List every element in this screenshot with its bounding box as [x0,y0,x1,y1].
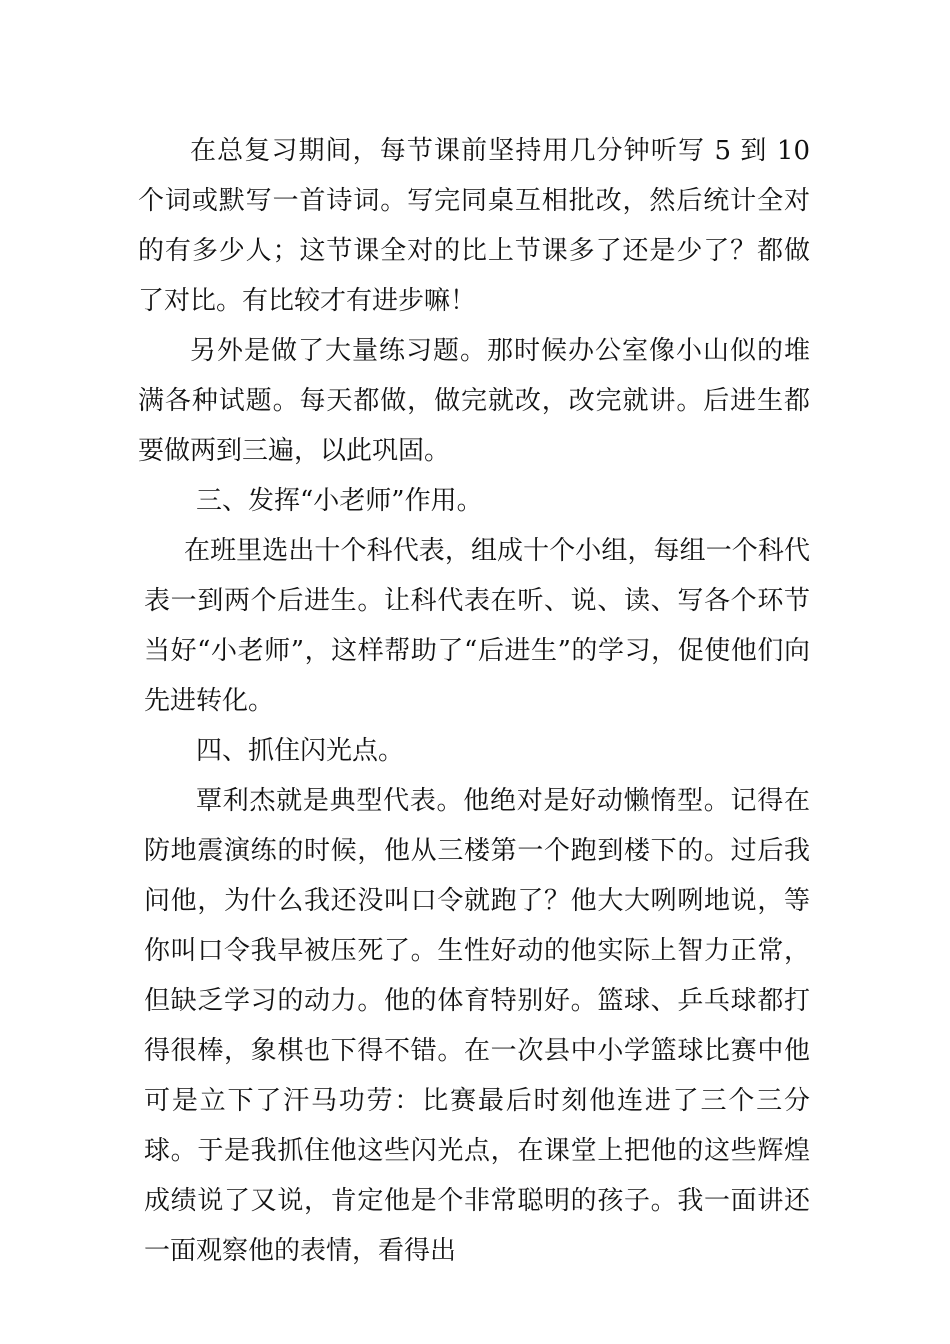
paragraph-practice-exercises: 另外是做了大量练习题。那时候办公室像小山似的堆满各种试题。每天都做，做完就改，改完就讲。后进生都要做两到三遍，以此巩固。 [138,336,810,466]
section-heading-little-teacher: 三、发挥“小老师”作用。 [196,486,483,516]
paragraph-class-representatives: 在班里选出十个科代表，组成十个小组，每组一个科代表一到两个后进生。让科代表在听、说、读、写各个环节当好“小老师”，这样帮助了“后进生”的学习，促使他们向先进转化。 [144,536,810,716]
section-heading-bright-spots: 四、抓住闪光点。 [196,736,405,766]
paragraph-review-dictation: 在总复习期间，每节课前坚持用几分钟听写 5 到 10 个词或默写一首诗词。写完同桌互相批改，然后统计全对的有多少人；这节课全对的比上节课多了还是少了？都做了对比。有比较才有进步嘛！ [138,136,810,316]
paragraph-student-story: 覃利杰就是典型代表。他绝对是好动懒惰型。记得在防地震演练的时候，他从三楼第一个跑到楼下的。过后我问他，为什么我还没叫口令就跑了？他大大咧咧地说，等你叫口令我早被压死了。生性好动的他实际上智力正常，但缺乏学习的动力。他的体育特别好。篮球、乒乓球都打得很棒，象棋也下得不错。在一次县中小学篮球比赛中他可是立下了汗马功劳：比赛最后时刻他连进了三个三分球。于是我抓住他这些闪光点，在课堂上把他的这些辉煌成绩说了又说，肯定他是个非常聪明的孩子。我一面讲还一面观察他的表情，看得出 [144,786,810,1266]
